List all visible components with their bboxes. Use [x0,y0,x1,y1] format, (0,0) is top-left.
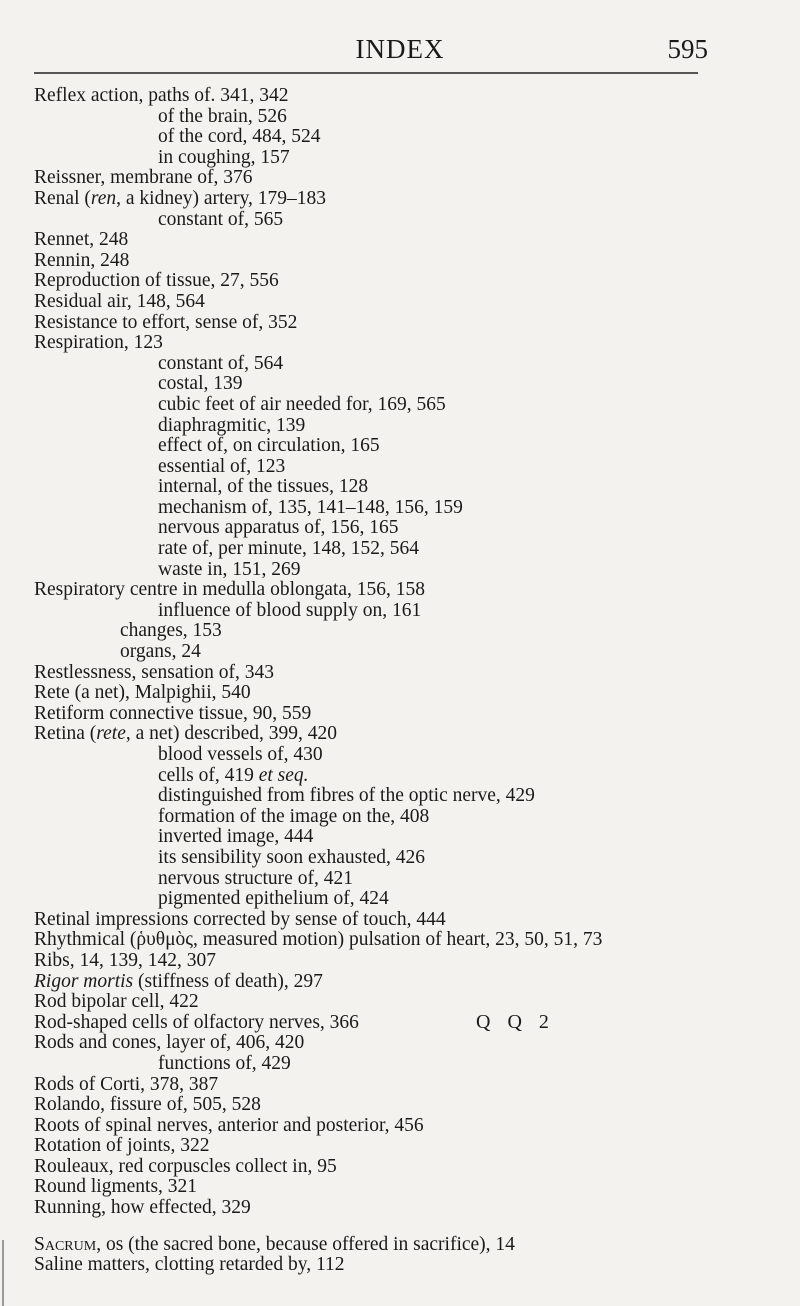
section-gap [34,1219,774,1235]
index-entry: Rods of Corti, 378, 387 [34,1073,219,1095]
index-entry: Rhythmical (ῥυθμὸς, measured motion) pulsation of heart, 23, 50, 51, 73 [34,929,603,951]
index-subentry: waste in, 151, 269 [158,558,301,580]
index-subentry: organs, 24 [120,641,201,663]
index-entry: Rouleaux, red corpuscles collect in, 95 [34,1155,337,1177]
index-entry: Rete (a net), Malpighii, 540 [34,682,251,704]
index-subentry: blood vessels of, 430 [158,744,323,765]
running-title: INDEX [355,34,445,64]
index-subentry: pigmented epithelium of, 424 [158,888,389,910]
index-entry: Running, how effected, 329 [34,1197,251,1219]
index-entry: Reflex action, paths of. 341, 342 [34,85,289,106]
index-entry: Respiration, 123 [34,332,163,354]
index-entry: Rolando, fissure of, 505, 528 [34,1094,261,1116]
header-rule [34,72,698,74]
index-subentry: essential of, 123 [158,455,286,477]
page-number: 595 [667,34,708,64]
index-subentry: constant of, 565 [158,208,284,230]
index-subentry: constant of, 564 [158,352,284,374]
index-entry: Rennin, 248 [34,249,130,271]
index-subentry: rate of, per minute, 148, 152, 564 [158,538,420,560]
index-entry: Restlessness, sensation of, 343 [34,661,274,683]
page-edge [2,1240,4,1306]
index-subentry: of the cord, 484, 524 [158,126,321,148]
index-subentry: functions of, 429 [158,1052,291,1074]
index-subentry: cubic feet of air needed for, 169, 565 [158,393,446,415]
index-entry: Retinal impressions corrected by sense of touch, 444 [34,908,446,930]
index-entry: Rod bipolar cell, 422 [34,991,199,1013]
index-subentry: in coughing, 157 [158,146,290,168]
index-subentry: changes, 153 [120,620,222,642]
index-subentry: inverted image, 444 [158,826,314,848]
index-entry: Retina (rete, a net) described, 399, 420 [34,723,338,745]
index-entry: Roots of spinal nerves, anterior and posterior, 456 [34,1114,424,1136]
index-entry: Renal (ren, a kidney) artery, 179–183 [34,187,327,209]
index-subentry: mechanism of, 135, 141–148, 156, 159 [158,496,463,518]
index-entry: Rigor mortis (stiffness of death), 297 [34,970,323,992]
index-subentry: internal, of the tissues, 128 [158,476,369,498]
index-subentry: effect of, on circulation, 165 [158,435,380,457]
index-subentry: its sensibility soon exhausted, 426 [158,846,426,868]
index-entry: Rod-shaped cells of olfactory nerves, 366 [34,1011,359,1033]
page-header [0,28,800,68]
index-entry: Rotation of joints, 322 [34,1135,210,1157]
index-entry: Retiform connective tissue, 90, 559 [34,702,312,724]
index-entry: Reproduction of tissue, 27, 556 [34,270,279,292]
index-subentry: influence of blood supply on, 161 [158,599,422,621]
index-entry: Rods and cones, layer of, 406, 420 [34,1032,305,1054]
index-entry: Saline matters, clotting retarded by, 112 [34,1254,345,1276]
index-entry: Ribs, 14, 139, 142, 307 [34,949,217,971]
index-subentry: distinguished from fibres of the optic nerve, 429 [158,785,535,807]
index-subentry: of the brain, 526 [158,105,287,127]
index-entry: Sacrum, os (the sacred bone, because offered in sacrifice), 14 [34,1233,515,1255]
index-subentry: nervous apparatus of, 156, 165 [158,517,399,539]
index-subentry: diaphragmitic, 139 [158,414,306,436]
index-entry: Rennet, 248 [34,229,129,251]
index-subentry: costal, 139 [158,373,243,395]
index-entry: Resistance to effort, sense of, 352 [34,311,298,333]
index-subentry: nervous structure of, 421 [158,867,353,889]
index-entry: Respiratory centre in medulla oblongata, 156, 158 [34,579,425,601]
signature-mark: Q Q 2 [476,1011,555,1033]
index-entry: Reissner, membrane of, 376 [34,167,253,189]
index-subentry: formation of the image on the, 408 [158,805,430,827]
index-entry: Round ligments, 321 [34,1176,198,1198]
index-entries [34,86,774,1276]
index-subentry: cells of, 419 et seq. [158,764,309,786]
index-entry: Residual air, 148, 564 [34,290,205,312]
